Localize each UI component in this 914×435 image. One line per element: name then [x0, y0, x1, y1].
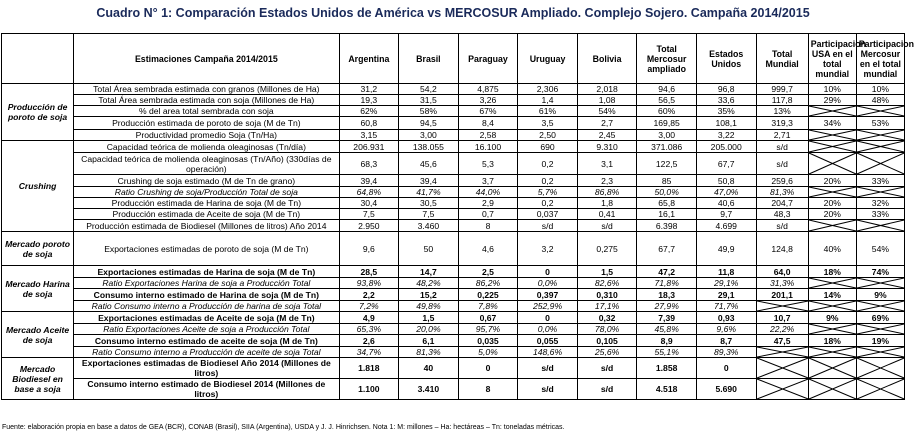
cell-paraguay: 67% — [458, 106, 518, 117]
cell-participacion-usa: 14% — [808, 289, 856, 301]
cell-uruguay: 0,037 — [518, 209, 578, 220]
cell-total-mercosur: 169,85 — [637, 117, 697, 130]
cell-estados-unidos: 96,8 — [696, 84, 756, 95]
cell-participacion-usa: 20% — [808, 209, 856, 220]
cell-brasil: 40 — [399, 358, 459, 379]
crossed-out-cell — [756, 347, 808, 358]
cell-brasil: 138.055 — [399, 141, 459, 153]
cell-paraguay: 3,7 — [458, 175, 518, 187]
table-row — [2, 312, 905, 324]
crossed-out-cell — [808, 278, 856, 289]
cell-estados-unidos: 205.000 — [696, 141, 756, 153]
cell-uruguay: s/d — [518, 379, 578, 400]
cell-estados-unidos: 33,6 — [696, 95, 756, 106]
cell-label: Exportaciones estimadas de Biodiesel Año 2014 (Millones de litros) — [74, 358, 339, 379]
cell-total-mercosur: 67,7 — [637, 232, 697, 266]
cell-total-mundial: 201,1 — [756, 289, 808, 301]
cell-argentina: 9,6 — [339, 232, 399, 266]
group-label: Mercado poroto de soja — [2, 232, 74, 266]
cell-uruguay: 3,2 — [518, 232, 578, 266]
cell-estados-unidos: 71,7% — [696, 301, 756, 312]
cell-bolivia: 82,6% — [577, 278, 637, 289]
crossed-out-cell — [756, 358, 808, 379]
cell-estados-unidos: 40,6 — [696, 198, 756, 209]
cell-argentina: 28,5 — [339, 266, 399, 278]
cell-uruguay: 148,6% — [518, 347, 578, 358]
cell-uruguay: 2,306 — [518, 84, 578, 95]
header-uruguay: Uruguay — [518, 34, 578, 84]
cell-total-mercosur: 56,5 — [637, 95, 697, 106]
cell-label: Ratio Exportaciones Harina de soja a Producción Total — [74, 278, 339, 289]
cell-uruguay: s/d — [518, 220, 578, 232]
cell-paraguay: 44,0% — [458, 187, 518, 198]
crossed-out-cell — [808, 358, 856, 379]
cell-brasil: 15,2 — [399, 289, 459, 301]
crossed-out-cell — [856, 324, 904, 335]
table-row — [2, 335, 905, 347]
cell-estados-unidos: 89,3% — [696, 347, 756, 358]
cell-total-mercosur: 94,6 — [637, 84, 697, 95]
cell-total-mercosur: 3,00 — [637, 130, 697, 141]
cell-uruguay: 0,2 — [518, 153, 578, 175]
cell-argentina: 31,2 — [339, 84, 399, 95]
table-row — [2, 358, 905, 379]
cell-paraguay: 8 — [458, 220, 518, 232]
cell-bolivia: 1,8 — [577, 198, 637, 209]
cell-label: Capacidad teórica de molienda oleaginosas (Tn/Año) (330días de operación) — [74, 153, 339, 175]
cell-total-mercosur: 6.398 — [637, 220, 697, 232]
cell-uruguay: 0 — [518, 266, 578, 278]
cell-brasil: 58% — [399, 106, 459, 117]
cell-total-mundial: 81,3% — [756, 187, 808, 198]
cell-label: Total Área sembrada estimada con granos (Millones de Ha) — [74, 84, 339, 95]
cell-paraguay: 8 — [458, 379, 518, 400]
cell-total-mundial: 48,3 — [756, 209, 808, 220]
cell-brasil: 3,00 — [399, 130, 459, 141]
cell-participacion-usa: 29% — [808, 95, 856, 106]
cell-uruguay: 0,2 — [518, 175, 578, 187]
cell-estados-unidos: 3,22 — [696, 130, 756, 141]
cell-paraguay: 16.100 — [458, 141, 518, 153]
cell-argentina: 34,7% — [339, 347, 399, 358]
table-row — [2, 106, 905, 117]
cell-bolivia: 1,5 — [577, 266, 637, 278]
cell-total-mercosur: 65,8 — [637, 198, 697, 209]
cell-total-mundial: 999,7 — [756, 84, 808, 95]
cell-estados-unidos: 67,7 — [696, 153, 756, 175]
cell-estados-unidos: 4.699 — [696, 220, 756, 232]
cell-participacion-usa: 18% — [808, 266, 856, 278]
table-title: Cuadro N° 1: Comparación Estados Unidos de América vs MERCOSUR Ampliado. Complejo Sojero. Campaña 2014/2015 — [96, 6, 810, 20]
table-row — [2, 347, 905, 358]
table-body — [2, 84, 905, 400]
cell-estados-unidos: 49,9 — [696, 232, 756, 266]
cell-total-mercosur: 85 — [637, 175, 697, 187]
cell-label: Producción estimada de poroto de soja (M de Tn) — [74, 117, 339, 130]
cell-bolivia: 0,310 — [577, 289, 637, 301]
cell-total-mercosur: 27,9% — [637, 301, 697, 312]
crossed-out-cell — [856, 379, 904, 400]
crossed-out-cell — [808, 347, 856, 358]
cell-participacion-usa: 20% — [808, 198, 856, 209]
cell-estados-unidos: 5.690 — [696, 379, 756, 400]
cell-bolivia: 0,105 — [577, 335, 637, 347]
cell-uruguay: 690 — [518, 141, 578, 153]
cell-argentina: 7,5 — [339, 209, 399, 220]
header-participacion-usa: Participacion USA en el total mundial — [808, 34, 856, 84]
header-brasil: Brasil — [399, 34, 459, 84]
cell-brasil: 39,4 — [399, 175, 459, 187]
cell-participacion-mercosur: 19% — [856, 335, 904, 347]
cell-participacion-usa: 40% — [808, 232, 856, 266]
cell-estados-unidos: 0 — [696, 358, 756, 379]
crossed-out-cell — [856, 278, 904, 289]
cell-estados-unidos: 8,7 — [696, 335, 756, 347]
crossed-out-cell — [856, 130, 904, 141]
cell-participacion-mercosur: 48% — [856, 95, 904, 106]
crossed-out-cell — [808, 324, 856, 335]
header-argentina: Argentina — [339, 34, 399, 84]
cell-label: Ratio Consumo interno a Producción de harina de soja Total — [74, 301, 339, 312]
cell-label: Exportaciones estimadas de poroto de soja (M de Tn) — [74, 232, 339, 266]
cell-brasil: 3.410 — [399, 379, 459, 400]
cell-participacion-mercosur: 33% — [856, 175, 904, 187]
group-label: Mercado Aceite de soja — [2, 312, 74, 358]
cell-participacion-usa: 9% — [808, 312, 856, 324]
cell-argentina: 2,6 — [339, 335, 399, 347]
cell-bolivia: 3,1 — [577, 153, 637, 175]
cell-participacion-mercosur: 69% — [856, 312, 904, 324]
table-row — [2, 278, 905, 289]
cell-brasil: 1,5 — [399, 312, 459, 324]
cell-brasil: 50 — [399, 232, 459, 266]
cell-total-mundial: 204,7 — [756, 198, 808, 209]
cell-uruguay: 0,0% — [518, 324, 578, 335]
cell-paraguay: 0,225 — [458, 289, 518, 301]
crossed-out-cell — [856, 187, 904, 198]
cell-total-mundial: 259,6 — [756, 175, 808, 187]
cell-label: Producción estimada de Harina de soja (M de Tn) — [74, 198, 339, 209]
cell-participacion-usa: 18% — [808, 335, 856, 347]
header-total-mercosur: Total Mercosur ampliado — [637, 34, 697, 84]
cell-brasil: 94,5 — [399, 117, 459, 130]
cell-label: Consumo interno estimado de Biodiesel 2014 (Millones de litros) — [74, 379, 339, 400]
cell-total-mercosur: 47,2 — [637, 266, 697, 278]
cell-argentina: 39,4 — [339, 175, 399, 187]
crossed-out-cell — [808, 153, 856, 175]
table-row — [2, 209, 905, 220]
header-bolivia: Bolivia — [577, 34, 637, 84]
cell-paraguay: 8,4 — [458, 117, 518, 130]
cell-label: Capacidad teórica de molienda oleaginosas (Tn/día) — [74, 141, 339, 153]
cell-total-mercosur: 122,5 — [637, 153, 697, 175]
table-row — [2, 84, 905, 95]
cell-bolivia: 2,7 — [577, 117, 637, 130]
cell-estados-unidos: 11,8 — [696, 266, 756, 278]
group-label: Producción de poroto de soja — [2, 84, 74, 141]
table-row — [2, 153, 905, 175]
crossed-out-cell — [856, 301, 904, 312]
cell-total-mercosur: 371.086 — [637, 141, 697, 153]
cell-brasil: 6,1 — [399, 335, 459, 347]
crossed-out-cell — [808, 379, 856, 400]
crossed-out-cell — [856, 106, 904, 117]
cell-bolivia: 2,018 — [577, 84, 637, 95]
cell-total-mundial: 22,2% — [756, 324, 808, 335]
header-estados-unidos: Estados Unidos — [696, 34, 756, 84]
cell-argentina: 206.931 — [339, 141, 399, 153]
cell-paraguay: 4,6 — [458, 232, 518, 266]
cell-total-mundial: 31,3% — [756, 278, 808, 289]
cell-paraguay: 2,9 — [458, 198, 518, 209]
cell-bolivia: 9.310 — [577, 141, 637, 153]
cell-brasil: 41,7% — [399, 187, 459, 198]
cell-participacion-mercosur: 54% — [856, 232, 904, 266]
cell-participacion-mercosur: 53% — [856, 117, 904, 130]
crossed-out-cell — [808, 130, 856, 141]
cell-bolivia: 0,41 — [577, 209, 637, 220]
crossed-out-cell — [808, 141, 856, 153]
cell-label: Exportaciones estimadas de Aceite de soja (M de Tn) — [74, 312, 339, 324]
cell-total-mercosur: 4.518 — [637, 379, 697, 400]
table-row — [2, 141, 905, 153]
cell-total-mercosur: 71,8% — [637, 278, 697, 289]
cell-paraguay: 7,8% — [458, 301, 518, 312]
cell-paraguay: 0,035 — [458, 335, 518, 347]
cell-brasil: 7,5 — [399, 209, 459, 220]
cell-brasil: 3.460 — [399, 220, 459, 232]
cell-paraguay: 2,5 — [458, 266, 518, 278]
table-row — [2, 130, 905, 141]
cell-bolivia: s/d — [577, 220, 637, 232]
cell-brasil: 49,8% — [399, 301, 459, 312]
cell-total-mundial: 124,8 — [756, 232, 808, 266]
cell-brasil: 81,3% — [399, 347, 459, 358]
cell-total-mercosur: 16,1 — [637, 209, 697, 220]
cell-total-mercosur: 55,1% — [637, 347, 697, 358]
cell-argentina: 93,8% — [339, 278, 399, 289]
header-group-cell — [2, 34, 74, 84]
cell-brasil: 30,5 — [399, 198, 459, 209]
crossed-out-cell — [856, 153, 904, 175]
cell-brasil: 14,7 — [399, 266, 459, 278]
crossed-out-cell — [856, 141, 904, 153]
cell-estados-unidos: 9,7 — [696, 209, 756, 220]
cell-label: Consumo interno estimado de aceite de soja (M de Tn) — [74, 335, 339, 347]
cell-label: Consumo interno estimado de Harina de soja (M de Tn) — [74, 289, 339, 301]
cell-estados-unidos: 29,1 — [696, 289, 756, 301]
cell-participacion-usa: 34% — [808, 117, 856, 130]
table-row — [2, 117, 905, 130]
header-estimaciones: Estimaciones Campaña 2014/2015 — [74, 34, 339, 84]
cell-argentina: 7,2% — [339, 301, 399, 312]
cell-argentina: 19,3 — [339, 95, 399, 106]
cell-estados-unidos: 29,1% — [696, 278, 756, 289]
cell-bolivia: 17,1% — [577, 301, 637, 312]
cell-label: Producción estimada de Biodiesel (Millones de litros) Año 2014 — [74, 220, 339, 232]
cell-argentina: 68,3 — [339, 153, 399, 175]
cell-total-mercosur: 50,0% — [637, 187, 697, 198]
cell-total-mercosur: 60% — [637, 106, 697, 117]
crossed-out-cell — [808, 187, 856, 198]
cell-brasil: 54,2 — [399, 84, 459, 95]
table-row — [2, 289, 905, 301]
cell-bolivia: s/d — [577, 358, 637, 379]
cell-total-mercosur: 45,8% — [637, 324, 697, 335]
cell-label: Productividad promedio Soja (Tn/Ha) — [74, 130, 339, 141]
crossed-out-cell — [756, 301, 808, 312]
cell-label: Crushing de soja estimado (M de Tn de grano) — [74, 175, 339, 187]
cell-uruguay: 0,0% — [518, 278, 578, 289]
header-participacion-mercosur: Participacion Mercosur en el total mundial — [856, 34, 904, 84]
cell-participacion-mercosur: 10% — [856, 84, 904, 95]
header-row — [2, 34, 905, 84]
cell-paraguay: 2,58 — [458, 130, 518, 141]
cell-total-mundial: 2,71 — [756, 130, 808, 141]
cell-bolivia: 0,275 — [577, 232, 637, 266]
cell-argentina: 4,9 — [339, 312, 399, 324]
cell-uruguay: s/d — [518, 358, 578, 379]
table-row — [2, 187, 905, 198]
cell-paraguay: 3,26 — [458, 95, 518, 106]
cell-participacion-mercosur: 32% — [856, 198, 904, 209]
cell-uruguay: 1,4 — [518, 95, 578, 106]
source-note: Fuente: elaboración propia en base a datos de GEA (BCR), CONAB (Brasil), SIIA (Argentina), USDA y J. J. Hinrichsen. Nota 1: M: millones – Ha: hectáreas – Tn: toneladas métricas. — [2, 424, 565, 431]
cell-uruguay: 5,7% — [518, 187, 578, 198]
cell-uruguay: 0,2 — [518, 198, 578, 209]
table-row — [2, 324, 905, 335]
cell-bolivia: 25,6% — [577, 347, 637, 358]
cell-label: Total Área sembrada estimada con soja (Millones de Ha) — [74, 95, 339, 106]
cell-uruguay: 0 — [518, 312, 578, 324]
cell-total-mundial: s/d — [756, 220, 808, 232]
cell-uruguay: 61% — [518, 106, 578, 117]
cell-total-mundial: 13% — [756, 106, 808, 117]
group-label: Mercado Biodiesel en base a soja — [2, 358, 74, 400]
cell-argentina: 2.950 — [339, 220, 399, 232]
cell-uruguay: 2,50 — [518, 130, 578, 141]
cell-participacion-mercosur: 74% — [856, 266, 904, 278]
cell-argentina: 60,8 — [339, 117, 399, 130]
cell-label: Producción estimada de Aceite de soja (M de Tn) — [74, 209, 339, 220]
cell-total-mundial: 47,5 — [756, 335, 808, 347]
cell-uruguay: 3,5 — [518, 117, 578, 130]
cell-total-mercosur: 8,9 — [637, 335, 697, 347]
cell-argentina: 65,3% — [339, 324, 399, 335]
cell-participacion-mercosur: 9% — [856, 289, 904, 301]
cell-paraguay: 5,3 — [458, 153, 518, 175]
cell-argentina: 3,15 — [339, 130, 399, 141]
cell-participacion-mercosur: 33% — [856, 209, 904, 220]
cell-estados-unidos: 108,1 — [696, 117, 756, 130]
cell-bolivia: 2,3 — [577, 175, 637, 187]
cell-argentina: 1.818 — [339, 358, 399, 379]
cell-paraguay: 0,7 — [458, 209, 518, 220]
cell-bolivia: 2,45 — [577, 130, 637, 141]
cell-bolivia: s/d — [577, 379, 637, 400]
cell-total-mundial: s/d — [756, 141, 808, 153]
cell-label: Ratio Exportaciones Aceite de soja a Producción Total — [74, 324, 339, 335]
cell-participacion-usa: 20% — [808, 175, 856, 187]
table-row — [2, 266, 905, 278]
cell-estados-unidos: 0,93 — [696, 312, 756, 324]
table-row — [2, 175, 905, 187]
cell-paraguay: 5,0% — [458, 347, 518, 358]
cell-label: Exportaciones estimadas de Harina de soja (M de Tn) — [74, 266, 339, 278]
cell-brasil: 20,0% — [399, 324, 459, 335]
crossed-out-cell — [856, 347, 904, 358]
cell-paraguay: 0 — [458, 358, 518, 379]
cell-label: Ratio Consumo interno a Producción de aceite de soja Total — [74, 347, 339, 358]
cell-argentina: 1.100 — [339, 379, 399, 400]
cell-participacion-usa: 10% — [808, 84, 856, 95]
cell-bolivia: 1,08 — [577, 95, 637, 106]
cell-estados-unidos: 35% — [696, 106, 756, 117]
cell-total-mercosur: 7,39 — [637, 312, 697, 324]
cell-uruguay: 252,9% — [518, 301, 578, 312]
cell-uruguay: 0,055 — [518, 335, 578, 347]
cell-paraguay: 0,67 — [458, 312, 518, 324]
table-row — [2, 379, 905, 400]
cell-label: % del area total sembrada con soja — [74, 106, 339, 117]
cell-argentina: 30,4 — [339, 198, 399, 209]
cell-argentina: 62% — [339, 106, 399, 117]
cell-total-mundial: 64,0 — [756, 266, 808, 278]
crossed-out-cell — [808, 301, 856, 312]
crossed-out-cell — [856, 220, 904, 232]
cell-total-mundial: 117,8 — [756, 95, 808, 106]
comparison-table — [1, 33, 914, 400]
table-row — [2, 95, 905, 106]
cell-bolivia: 0,32 — [577, 312, 637, 324]
crossed-out-cell — [808, 106, 856, 117]
cell-bolivia: 86,8% — [577, 187, 637, 198]
cell-total-mercosur: 1.858 — [637, 358, 697, 379]
cell-brasil: 45,6 — [399, 153, 459, 175]
cell-estados-unidos: 50,8 — [696, 175, 756, 187]
table-row — [2, 301, 905, 312]
crossed-out-cell — [808, 220, 856, 232]
cell-total-mundial: 319,3 — [756, 117, 808, 130]
cell-paraguay: 95,7% — [458, 324, 518, 335]
crossed-out-cell — [856, 358, 904, 379]
cell-total-mundial: 10,7 — [756, 312, 808, 324]
cell-estados-unidos: 9,6% — [696, 324, 756, 335]
cell-paraguay: 4,875 — [458, 84, 518, 95]
cell-paraguay: 86,2% — [458, 278, 518, 289]
cell-brasil: 31,5 — [399, 95, 459, 106]
cell-uruguay: 0,397 — [518, 289, 578, 301]
group-label: Crushing — [2, 141, 74, 232]
cell-estados-unidos: 47,0% — [696, 187, 756, 198]
table-row — [2, 198, 905, 209]
crossed-out-cell — [756, 379, 808, 400]
header-paraguay: Paraguay — [458, 34, 518, 84]
cell-argentina: 64,8% — [339, 187, 399, 198]
cell-brasil: 48,2% — [399, 278, 459, 289]
group-label: Mercado Harina de soja — [2, 266, 74, 312]
cell-total-mundial: s/d — [756, 153, 808, 175]
header-total-mundial: Total Mundial — [756, 34, 808, 84]
cell-bolivia: 54% — [577, 106, 637, 117]
table-row — [2, 232, 905, 266]
cell-argentina: 2,2 — [339, 289, 399, 301]
cell-label: Ratio Crushing de soja/Producción Total de soja — [74, 187, 339, 198]
cell-total-mercosur: 18,3 — [637, 289, 697, 301]
table-row — [2, 220, 905, 232]
cell-bolivia: 78,0% — [577, 324, 637, 335]
